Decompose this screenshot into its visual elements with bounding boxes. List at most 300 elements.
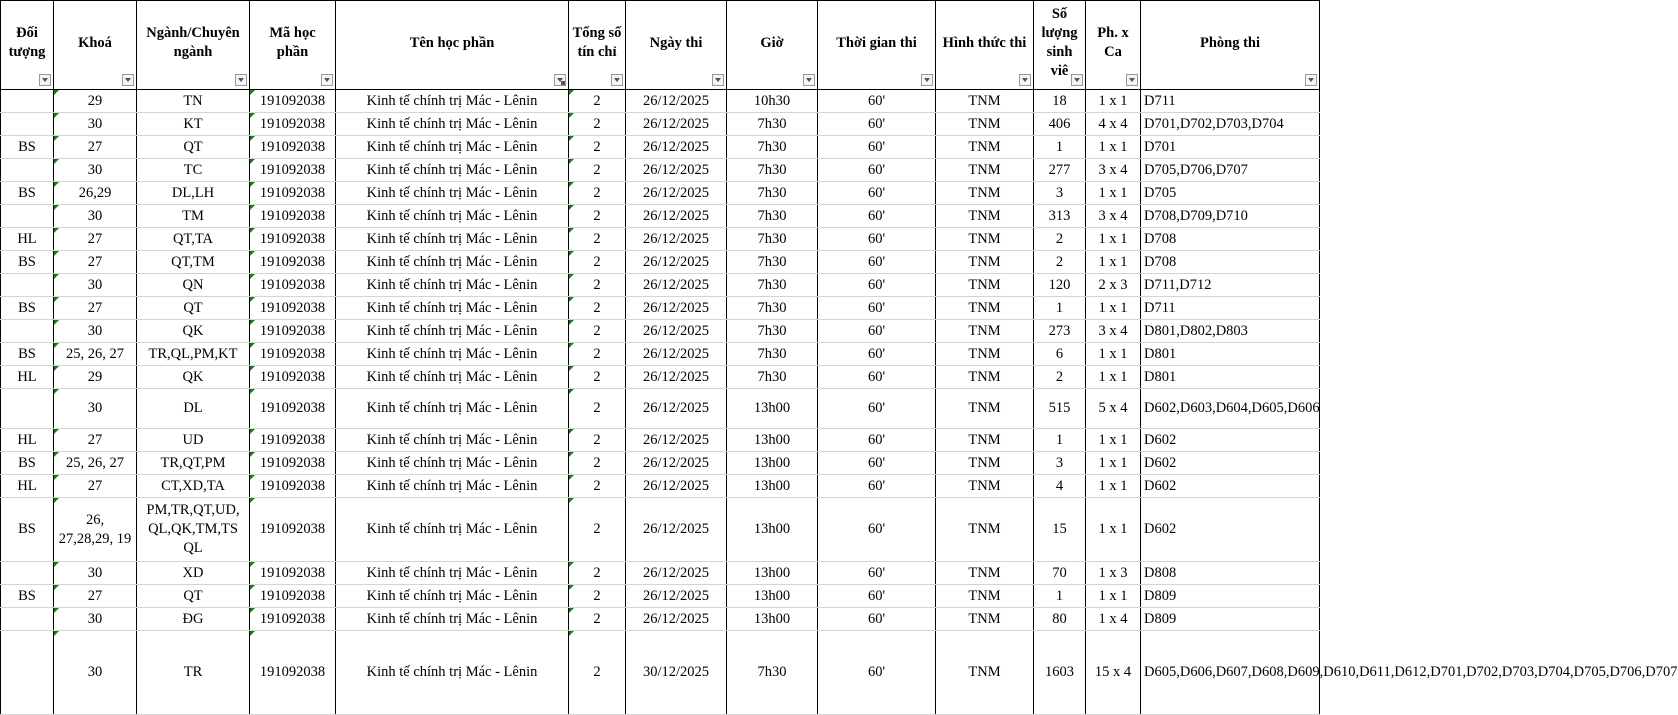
cell-doi-tuong[interactable] bbox=[1, 320, 54, 343]
cell-ngay-thi[interactable]: 26/12/2025 bbox=[626, 608, 727, 631]
cell-nganh[interactable]: QT bbox=[137, 585, 250, 608]
cell-thoi-gian-thi[interactable]: 60' bbox=[818, 297, 936, 320]
cell-so-luong[interactable]: 2 bbox=[1034, 228, 1086, 251]
cell-khoa[interactable]: 30 bbox=[54, 562, 137, 585]
cell-ten-hoc-phan[interactable]: Kinh tế chính trị Mác - Lênin bbox=[336, 205, 569, 228]
cell-ten-hoc-phan[interactable]: Kinh tế chính trị Mác - Lênin bbox=[336, 90, 569, 113]
cell-doi-tuong[interactable]: BS bbox=[1, 498, 54, 562]
cell-so-luong[interactable]: 1603 bbox=[1034, 631, 1086, 715]
cell-hinh-thuc-thi[interactable]: TNM bbox=[936, 251, 1034, 274]
cell-gio[interactable]: 7h30 bbox=[727, 205, 818, 228]
cell-khoa[interactable]: 27 bbox=[54, 228, 137, 251]
cell-phong-ca[interactable]: 1 x 1 bbox=[1086, 343, 1141, 366]
cell-ten-hoc-phan[interactable]: Kinh tế chính trị Mác - Lênin bbox=[336, 159, 569, 182]
cell-so-luong[interactable]: 2 bbox=[1034, 366, 1086, 389]
cell-gio[interactable]: 13h00 bbox=[727, 389, 818, 429]
cell-hinh-thuc-thi[interactable]: TNM bbox=[936, 608, 1034, 631]
cell-thoi-gian-thi[interactable]: 60' bbox=[818, 182, 936, 205]
cell-nganh[interactable]: KT bbox=[137, 113, 250, 136]
cell-gio[interactable]: 7h30 bbox=[727, 113, 818, 136]
filter-dropdown-icon[interactable] bbox=[235, 74, 247, 86]
cell-khoa[interactable]: 26,29 bbox=[54, 182, 137, 205]
cell-gio[interactable]: 13h00 bbox=[727, 498, 818, 562]
cell-phong-thi[interactable]: D711,D712 bbox=[1141, 274, 1320, 297]
filter-dropdown-icon[interactable] bbox=[122, 74, 134, 86]
cell-gio[interactable]: 7h30 bbox=[727, 159, 818, 182]
cell-gio[interactable]: 10h30 bbox=[727, 90, 818, 113]
cell-ten-hoc-phan[interactable]: Kinh tế chính trị Mác - Lênin bbox=[336, 297, 569, 320]
cell-hinh-thuc-thi[interactable]: TNM bbox=[936, 631, 1034, 715]
cell-so-luong[interactable]: 273 bbox=[1034, 320, 1086, 343]
cell-thoi-gian-thi[interactable]: 60' bbox=[818, 136, 936, 159]
error-indicator-icon bbox=[569, 228, 574, 233]
cell-nganh[interactable]: TR bbox=[137, 631, 250, 715]
cell-doi-tuong[interactable] bbox=[1, 562, 54, 585]
cell-so-luong[interactable]: 120 bbox=[1034, 274, 1086, 297]
cell-nganh[interactable]: QK bbox=[137, 366, 250, 389]
cell-ngay-thi[interactable]: 26/12/2025 bbox=[626, 90, 727, 113]
cell-doi-tuong[interactable]: HL bbox=[1, 366, 54, 389]
cell-ma-hoc-phan[interactable]: 191092038 bbox=[250, 475, 336, 498]
cell-so-luong[interactable]: 3 bbox=[1034, 182, 1086, 205]
cell-ngay-thi[interactable]: 26/12/2025 bbox=[626, 585, 727, 608]
filter-dropdown-icon[interactable] bbox=[1019, 74, 1031, 86]
cell-phong-ca[interactable]: 1 x 1 bbox=[1086, 90, 1141, 113]
cell-ngay-thi[interactable]: 26/12/2025 bbox=[626, 113, 727, 136]
cell-doi-tuong[interactable] bbox=[1, 90, 54, 113]
cell-gio[interactable]: 13h00 bbox=[727, 562, 818, 585]
cell-hinh-thuc-thi[interactable]: TNM bbox=[936, 389, 1034, 429]
cell-so-luong[interactable]: 1 bbox=[1034, 297, 1086, 320]
cell-nganh[interactable]: TN bbox=[137, 90, 250, 113]
cell-phong-ca[interactable]: 1 x 4 bbox=[1086, 608, 1141, 631]
cell-tin-chi[interactable]: 2 bbox=[569, 389, 626, 429]
cell-phong-thi[interactable]: D711 bbox=[1141, 297, 1320, 320]
cell-doi-tuong[interactable]: BS bbox=[1, 297, 54, 320]
cell-ten-hoc-phan[interactable]: Kinh tế chính trị Mác - Lênin bbox=[336, 631, 569, 715]
cell-so-luong[interactable]: 18 bbox=[1034, 90, 1086, 113]
cell-so-luong[interactable]: 3 bbox=[1034, 452, 1086, 475]
cell-thoi-gian-thi[interactable]: 60' bbox=[818, 113, 936, 136]
cell-phong-ca[interactable]: 1 x 1 bbox=[1086, 475, 1141, 498]
cell-khoa[interactable]: 25, 26, 27 bbox=[54, 452, 137, 475]
filter-dropdown-icon[interactable] bbox=[1071, 74, 1083, 86]
cell-khoa[interactable]: 29 bbox=[54, 366, 137, 389]
cell-phong-thi[interactable]: D808 bbox=[1141, 562, 1320, 585]
cell-ma-hoc-phan[interactable]: 191092038 bbox=[250, 562, 336, 585]
cell-ten-hoc-phan[interactable]: Kinh tế chính trị Mác - Lênin bbox=[336, 389, 569, 429]
cell-ten-hoc-phan[interactable]: Kinh tế chính trị Mác - Lênin bbox=[336, 136, 569, 159]
cell-tin-chi[interactable]: 2 bbox=[569, 498, 626, 562]
cell-phong-thi[interactable]: D801 bbox=[1141, 343, 1320, 366]
cell-khoa[interactable]: 27 bbox=[54, 136, 137, 159]
cell-ma-hoc-phan[interactable]: 191092038 bbox=[250, 608, 336, 631]
cell-thoi-gian-thi[interactable]: 60' bbox=[818, 608, 936, 631]
cell-khoa[interactable]: 26, 27,28,29, 19 bbox=[54, 498, 137, 562]
cell-thoi-gian-thi[interactable]: 60' bbox=[818, 205, 936, 228]
cell-nganh[interactable]: TC bbox=[137, 159, 250, 182]
cell-ma-hoc-phan[interactable]: 191092038 bbox=[250, 366, 336, 389]
cell-hinh-thuc-thi[interactable]: TNM bbox=[936, 475, 1034, 498]
cell-so-luong[interactable]: 277 bbox=[1034, 159, 1086, 182]
cell-nganh[interactable]: CT,XD,TA bbox=[137, 475, 250, 498]
cell-thoi-gian-thi[interactable]: 60' bbox=[818, 475, 936, 498]
cell-ma-hoc-phan[interactable]: 191092038 bbox=[250, 429, 336, 452]
cell-ngay-thi[interactable]: 26/12/2025 bbox=[626, 182, 727, 205]
cell-so-luong[interactable]: 2 bbox=[1034, 251, 1086, 274]
cell-doi-tuong[interactable]: HL bbox=[1, 475, 54, 498]
cell-phong-thi[interactable]: D701 bbox=[1141, 136, 1320, 159]
cell-phong-ca[interactable]: 3 x 4 bbox=[1086, 159, 1141, 182]
cell-phong-ca[interactable]: 1 x 1 bbox=[1086, 429, 1141, 452]
cell-gio[interactable]: 13h00 bbox=[727, 608, 818, 631]
cell-phong-ca[interactable]: 15 x 4 bbox=[1086, 631, 1141, 715]
cell-gio[interactable]: 7h30 bbox=[727, 320, 818, 343]
cell-ngay-thi[interactable]: 26/12/2025 bbox=[626, 159, 727, 182]
cell-nganh[interactable]: QK bbox=[137, 320, 250, 343]
cell-khoa[interactable]: 27 bbox=[54, 429, 137, 452]
cell-thoi-gian-thi[interactable]: 60' bbox=[818, 159, 936, 182]
cell-phong-ca[interactable]: 1 x 1 bbox=[1086, 366, 1141, 389]
cell-phong-thi[interactable]: D602 bbox=[1141, 498, 1320, 562]
cell-thoi-gian-thi[interactable]: 60' bbox=[818, 389, 936, 429]
cell-tin-chi[interactable]: 2 bbox=[569, 205, 626, 228]
cell-tin-chi[interactable]: 2 bbox=[569, 113, 626, 136]
cell-ten-hoc-phan[interactable]: Kinh tế chính trị Mác - Lênin bbox=[336, 343, 569, 366]
filter-dropdown-icon[interactable] bbox=[321, 74, 333, 86]
cell-thoi-gian-thi[interactable]: 60' bbox=[818, 90, 936, 113]
cell-ten-hoc-phan[interactable]: Kinh tế chính trị Mác - Lênin bbox=[336, 562, 569, 585]
cell-tin-chi[interactable]: 2 bbox=[569, 182, 626, 205]
cell-ma-hoc-phan[interactable]: 191092038 bbox=[250, 343, 336, 366]
cell-thoi-gian-thi[interactable]: 60' bbox=[818, 274, 936, 297]
cell-nganh[interactable]: XD bbox=[137, 562, 250, 585]
cell-ten-hoc-phan[interactable]: Kinh tế chính trị Mác - Lênin bbox=[336, 608, 569, 631]
cell-nganh[interactable]: ĐG bbox=[137, 608, 250, 631]
cell-hinh-thuc-thi[interactable]: TNM bbox=[936, 159, 1034, 182]
cell-phong-ca[interactable]: 4 x 4 bbox=[1086, 113, 1141, 136]
cell-nganh[interactable]: DL,LH bbox=[137, 182, 250, 205]
cell-hinh-thuc-thi[interactable]: TNM bbox=[936, 366, 1034, 389]
cell-phong-thi[interactable]: D708,D709,D710 bbox=[1141, 205, 1320, 228]
cell-nganh[interactable]: QT bbox=[137, 297, 250, 320]
cell-ten-hoc-phan[interactable]: Kinh tế chính trị Mác - Lênin bbox=[336, 498, 569, 562]
cell-hinh-thuc-thi[interactable]: TNM bbox=[936, 320, 1034, 343]
cell-so-luong[interactable]: 80 bbox=[1034, 608, 1086, 631]
cell-ten-hoc-phan[interactable]: Kinh tế chính trị Mác - Lênin bbox=[336, 585, 569, 608]
cell-thoi-gian-thi[interactable]: 60' bbox=[818, 585, 936, 608]
cell-phong-thi[interactable]: D708 bbox=[1141, 228, 1320, 251]
cell-tin-chi[interactable]: 2 bbox=[569, 475, 626, 498]
cell-ten-hoc-phan[interactable]: Kinh tế chính trị Mác - Lênin bbox=[336, 228, 569, 251]
cell-phong-ca[interactable]: 1 x 1 bbox=[1086, 182, 1141, 205]
cell-ngay-thi[interactable]: 26/12/2025 bbox=[626, 205, 727, 228]
cell-doi-tuong[interactable]: BS bbox=[1, 452, 54, 475]
cell-phong-thi[interactable]: D801,D802,D803 bbox=[1141, 320, 1320, 343]
cell-hinh-thuc-thi[interactable]: TNM bbox=[936, 498, 1034, 562]
cell-nganh[interactable]: QN bbox=[137, 274, 250, 297]
cell-phong-thi[interactable]: D711 bbox=[1141, 90, 1320, 113]
cell-phong-thi[interactable]: D801 bbox=[1141, 366, 1320, 389]
cell-ma-hoc-phan[interactable]: 191092038 bbox=[250, 389, 336, 429]
cell-doi-tuong[interactable] bbox=[1, 389, 54, 429]
cell-gio[interactable]: 13h00 bbox=[727, 475, 818, 498]
cell-ten-hoc-phan[interactable]: Kinh tế chính trị Mác - Lênin bbox=[336, 251, 569, 274]
cell-ma-hoc-phan[interactable]: 191092038 bbox=[250, 274, 336, 297]
cell-doi-tuong[interactable]: HL bbox=[1, 228, 54, 251]
cell-tin-chi[interactable]: 2 bbox=[569, 608, 626, 631]
cell-phong-ca[interactable]: 1 x 1 bbox=[1086, 498, 1141, 562]
cell-ngay-thi[interactable]: 26/12/2025 bbox=[626, 389, 727, 429]
filter-dropdown-icon[interactable] bbox=[712, 74, 724, 86]
filter-dropdown-icon[interactable] bbox=[1126, 74, 1138, 86]
cell-ngay-thi[interactable]: 26/12/2025 bbox=[626, 228, 727, 251]
cell-doi-tuong[interactable] bbox=[1, 631, 54, 715]
cell-ngay-thi[interactable]: 26/12/2025 bbox=[626, 274, 727, 297]
cell-thoi-gian-thi[interactable]: 60' bbox=[818, 429, 936, 452]
cell-thoi-gian-thi[interactable]: 60' bbox=[818, 320, 936, 343]
cell-ma-hoc-phan[interactable]: 191092038 bbox=[250, 228, 336, 251]
cell-phong-thi[interactable]: D602 bbox=[1141, 452, 1320, 475]
cell-phong-ca[interactable]: 1 x 1 bbox=[1086, 452, 1141, 475]
cell-doi-tuong[interactable]: BS bbox=[1, 182, 54, 205]
cell-ma-hoc-phan[interactable]: 191092038 bbox=[250, 136, 336, 159]
cell-khoa[interactable]: 30 bbox=[54, 159, 137, 182]
cell-hinh-thuc-thi[interactable]: TNM bbox=[936, 452, 1034, 475]
cell-ma-hoc-phan[interactable]: 191092038 bbox=[250, 585, 336, 608]
cell-ma-hoc-phan[interactable]: 191092038 bbox=[250, 297, 336, 320]
cell-doi-tuong[interactable]: HL bbox=[1, 429, 54, 452]
cell-so-luong[interactable]: 1 bbox=[1034, 429, 1086, 452]
cell-phong-thi[interactable]: D705,D706,D707 bbox=[1141, 159, 1320, 182]
cell-so-luong[interactable]: 70 bbox=[1034, 562, 1086, 585]
cell-khoa[interactable]: 30 bbox=[54, 320, 137, 343]
cell-nganh[interactable]: QT,TA bbox=[137, 228, 250, 251]
cell-gio[interactable]: 7h30 bbox=[727, 251, 818, 274]
cell-ten-hoc-phan[interactable]: Kinh tế chính trị Mác - Lênin bbox=[336, 475, 569, 498]
cell-phong-thi[interactable]: D708 bbox=[1141, 251, 1320, 274]
cell-ma-hoc-phan[interactable]: 191092038 bbox=[250, 90, 336, 113]
cell-thoi-gian-thi[interactable]: 60' bbox=[818, 562, 936, 585]
cell-hinh-thuc-thi[interactable]: TNM bbox=[936, 274, 1034, 297]
cell-hinh-thuc-thi[interactable]: TNM bbox=[936, 136, 1034, 159]
cell-gio[interactable]: 7h30 bbox=[727, 182, 818, 205]
cell-nganh[interactable]: DL bbox=[137, 389, 250, 429]
cell-gio[interactable]: 13h00 bbox=[727, 585, 818, 608]
filter-dropdown-icon[interactable] bbox=[921, 74, 933, 86]
cell-hinh-thuc-thi[interactable]: TNM bbox=[936, 90, 1034, 113]
cell-hinh-thuc-thi[interactable]: TNM bbox=[936, 585, 1034, 608]
cell-khoa[interactable]: 30 bbox=[54, 608, 137, 631]
cell-khoa[interactable]: 30 bbox=[54, 274, 137, 297]
cell-phong-ca[interactable]: 1 x 1 bbox=[1086, 251, 1141, 274]
cell-tin-chi[interactable]: 2 bbox=[569, 452, 626, 475]
cell-so-luong[interactable]: 4 bbox=[1034, 475, 1086, 498]
cell-phong-thi[interactable]: D705 bbox=[1141, 182, 1320, 205]
cell-gio[interactable]: 7h30 bbox=[727, 228, 818, 251]
cell-so-luong[interactable]: 6 bbox=[1034, 343, 1086, 366]
cell-tin-chi[interactable]: 2 bbox=[569, 429, 626, 452]
cell-ma-hoc-phan[interactable]: 191092038 bbox=[250, 320, 336, 343]
cell-nganh[interactable]: UD bbox=[137, 429, 250, 452]
cell-gio[interactable]: 7h30 bbox=[727, 631, 818, 715]
cell-tin-chi[interactable]: 2 bbox=[569, 585, 626, 608]
cell-so-luong[interactable]: 313 bbox=[1034, 205, 1086, 228]
cell-doi-tuong[interactable]: BS bbox=[1, 585, 54, 608]
cell-hinh-thuc-thi[interactable]: TNM bbox=[936, 228, 1034, 251]
cell-hinh-thuc-thi[interactable]: TNM bbox=[936, 429, 1034, 452]
cell-phong-ca[interactable]: 1 x 1 bbox=[1086, 585, 1141, 608]
cell-phong-ca[interactable]: 1 x 3 bbox=[1086, 562, 1141, 585]
cell-phong-thi[interactable]: D605,D606,D607,D608,D609,D610,D611,D612,D701,D702,D703,D704,D705,D706,D707 bbox=[1141, 631, 1320, 715]
cell-ngay-thi[interactable]: 26/12/2025 bbox=[626, 475, 727, 498]
cell-tin-chi[interactable]: 2 bbox=[569, 274, 626, 297]
cell-thoi-gian-thi[interactable]: 60' bbox=[818, 498, 936, 562]
cell-phong-ca[interactable]: 1 x 1 bbox=[1086, 228, 1141, 251]
cell-phong-thi[interactable]: D809 bbox=[1141, 608, 1320, 631]
cell-tin-chi[interactable]: 2 bbox=[569, 228, 626, 251]
cell-gio[interactable]: 13h00 bbox=[727, 452, 818, 475]
cell-khoa[interactable]: 30 bbox=[54, 113, 137, 136]
filter-dropdown-icon[interactable] bbox=[803, 74, 815, 86]
cell-khoa[interactable]: 27 bbox=[54, 585, 137, 608]
cell-phong-ca[interactable]: 1 x 1 bbox=[1086, 297, 1141, 320]
cell-gio[interactable]: 13h00 bbox=[727, 429, 818, 452]
filter-dropdown-icon[interactable] bbox=[611, 74, 623, 86]
cell-phong-ca[interactable]: 2 x 3 bbox=[1086, 274, 1141, 297]
cell-thoi-gian-thi[interactable]: 60' bbox=[818, 366, 936, 389]
cell-phong-thi[interactable]: D701,D702,D703,D704 bbox=[1141, 113, 1320, 136]
cell-hinh-thuc-thi[interactable]: TNM bbox=[936, 182, 1034, 205]
cell-tin-chi[interactable]: 2 bbox=[569, 320, 626, 343]
cell-so-luong[interactable]: 15 bbox=[1034, 498, 1086, 562]
cell-phong-thi[interactable]: D602,D603,D604,D605,D606 bbox=[1141, 389, 1320, 429]
cell-gio[interactable]: 7h30 bbox=[727, 274, 818, 297]
cell-ngay-thi[interactable]: 26/12/2025 bbox=[626, 562, 727, 585]
cell-ma-hoc-phan[interactable]: 191092038 bbox=[250, 182, 336, 205]
cell-so-luong[interactable]: 406 bbox=[1034, 113, 1086, 136]
cell-nganh[interactable]: PM,TR,QT,UD, QL,QK,TM,TS QL bbox=[137, 498, 250, 562]
cell-ngay-thi[interactable]: 26/12/2025 bbox=[626, 452, 727, 475]
cell-khoa[interactable]: 25, 26, 27 bbox=[54, 343, 137, 366]
cell-phong-ca[interactable]: 5 x 4 bbox=[1086, 389, 1141, 429]
cell-ten-hoc-phan[interactable]: Kinh tế chính trị Mác - Lênin bbox=[336, 452, 569, 475]
filter-dropdown-icon[interactable] bbox=[1305, 74, 1317, 86]
cell-hinh-thuc-thi[interactable]: TNM bbox=[936, 205, 1034, 228]
cell-phong-ca[interactable]: 3 x 4 bbox=[1086, 205, 1141, 228]
cell-ngay-thi[interactable]: 26/12/2025 bbox=[626, 366, 727, 389]
cell-tin-chi[interactable]: 2 bbox=[569, 136, 626, 159]
cell-so-luong[interactable]: 515 bbox=[1034, 389, 1086, 429]
cell-ngay-thi[interactable]: 26/12/2025 bbox=[626, 498, 727, 562]
cell-gio[interactable]: 7h30 bbox=[727, 343, 818, 366]
cell-doi-tuong[interactable] bbox=[1, 113, 54, 136]
cell-nganh[interactable]: TR,QL,PM,KT bbox=[137, 343, 250, 366]
cell-ngay-thi[interactable]: 26/12/2025 bbox=[626, 136, 727, 159]
cell-ten-hoc-phan[interactable]: Kinh tế chính trị Mác - Lênin bbox=[336, 320, 569, 343]
cell-khoa[interactable]: 27 bbox=[54, 251, 137, 274]
cell-phong-thi[interactable]: D602 bbox=[1141, 429, 1320, 452]
cell-thoi-gian-thi[interactable]: 60' bbox=[818, 452, 936, 475]
filter-dropdown-icon[interactable] bbox=[39, 74, 51, 86]
cell-hinh-thuc-thi[interactable]: TNM bbox=[936, 297, 1034, 320]
cell-nganh[interactable]: TM bbox=[137, 205, 250, 228]
cell-so-luong[interactable]: 1 bbox=[1034, 585, 1086, 608]
cell-ten-hoc-phan[interactable]: Kinh tế chính trị Mác - Lênin bbox=[336, 182, 569, 205]
cell-ten-hoc-phan[interactable]: Kinh tế chính trị Mác - Lênin bbox=[336, 366, 569, 389]
cell-ngay-thi[interactable]: 26/12/2025 bbox=[626, 297, 727, 320]
cell-ten-hoc-phan[interactable]: Kinh tế chính trị Mác - Lênin bbox=[336, 429, 569, 452]
cell-khoa[interactable]: 27 bbox=[54, 297, 137, 320]
cell-khoa[interactable]: 27 bbox=[54, 475, 137, 498]
cell-ma-hoc-phan[interactable]: 191092038 bbox=[250, 498, 336, 562]
cell-tin-chi[interactable]: 2 bbox=[569, 159, 626, 182]
cell-hinh-thuc-thi[interactable]: TNM bbox=[936, 562, 1034, 585]
cell-hinh-thuc-thi[interactable]: TNM bbox=[936, 113, 1034, 136]
cell-ma-hoc-phan[interactable]: 191092038 bbox=[250, 113, 336, 136]
cell-khoa[interactable]: 30 bbox=[54, 389, 137, 429]
cell-doi-tuong[interactable]: BS bbox=[1, 136, 54, 159]
cell-tin-chi[interactable]: 2 bbox=[569, 297, 626, 320]
cell-khoa[interactable]: 29 bbox=[54, 90, 137, 113]
cell-doi-tuong[interactable] bbox=[1, 608, 54, 631]
cell-tin-chi[interactable]: 2 bbox=[569, 562, 626, 585]
cell-ma-hoc-phan[interactable]: 191092038 bbox=[250, 205, 336, 228]
cell-phong-ca[interactable]: 1 x 1 bbox=[1086, 136, 1141, 159]
cell-gio[interactable]: 7h30 bbox=[727, 297, 818, 320]
cell-ma-hoc-phan[interactable]: 191092038 bbox=[250, 452, 336, 475]
cell-tin-chi[interactable]: 2 bbox=[569, 90, 626, 113]
cell-ten-hoc-phan[interactable]: Kinh tế chính trị Mác - Lênin bbox=[336, 274, 569, 297]
cell-thoi-gian-thi[interactable]: 60' bbox=[818, 343, 936, 366]
cell-phong-ca[interactable]: 3 x 4 bbox=[1086, 320, 1141, 343]
cell-thoi-gian-thi[interactable]: 60' bbox=[818, 631, 936, 715]
cell-phong-thi[interactable]: D602 bbox=[1141, 475, 1320, 498]
cell-ngay-thi[interactable]: 30/12/2025 bbox=[626, 631, 727, 715]
cell-tin-chi[interactable]: 2 bbox=[569, 251, 626, 274]
cell-phong-thi[interactable]: D809 bbox=[1141, 585, 1320, 608]
cell-tin-chi[interactable]: 2 bbox=[569, 366, 626, 389]
cell-ngay-thi[interactable]: 26/12/2025 bbox=[626, 429, 727, 452]
cell-gio[interactable]: 7h30 bbox=[727, 366, 818, 389]
cell-ten-hoc-phan[interactable]: Kinh tế chính trị Mác - Lênin bbox=[336, 113, 569, 136]
cell-thoi-gian-thi[interactable]: 60' bbox=[818, 251, 936, 274]
cell-so-luong[interactable]: 1 bbox=[1034, 136, 1086, 159]
cell-ma-hoc-phan[interactable]: 191092038 bbox=[250, 159, 336, 182]
cell-ngay-thi[interactable]: 26/12/2025 bbox=[626, 320, 727, 343]
cell-nganh[interactable]: QT bbox=[137, 136, 250, 159]
cell-gio[interactable]: 7h30 bbox=[727, 136, 818, 159]
cell-nganh[interactable]: QT,TM bbox=[137, 251, 250, 274]
cell-khoa[interactable]: 30 bbox=[54, 205, 137, 228]
cell-khoa[interactable]: 30 bbox=[54, 631, 137, 715]
cell-tin-chi[interactable]: 2 bbox=[569, 343, 626, 366]
cell-ngay-thi[interactable]: 26/12/2025 bbox=[626, 251, 727, 274]
cell-doi-tuong[interactable]: BS bbox=[1, 251, 54, 274]
cell-doi-tuong[interactable]: BS bbox=[1, 343, 54, 366]
cell-ma-hoc-phan[interactable]: 191092038 bbox=[250, 631, 336, 715]
cell-doi-tuong[interactable] bbox=[1, 159, 54, 182]
cell-ngay-thi[interactable]: 26/12/2025 bbox=[626, 343, 727, 366]
cell-doi-tuong[interactable] bbox=[1, 274, 54, 297]
cell-tin-chi[interactable]: 2 bbox=[569, 631, 626, 715]
cell-thoi-gian-thi[interactable]: 60' bbox=[818, 228, 936, 251]
filter-active-icon[interactable] bbox=[554, 74, 566, 86]
cell-ma-hoc-phan[interactable]: 191092038 bbox=[250, 251, 336, 274]
cell-doi-tuong[interactable] bbox=[1, 205, 54, 228]
cell-hinh-thuc-thi[interactable]: TNM bbox=[936, 343, 1034, 366]
cell-nganh[interactable]: TR,QT,PM bbox=[137, 452, 250, 475]
